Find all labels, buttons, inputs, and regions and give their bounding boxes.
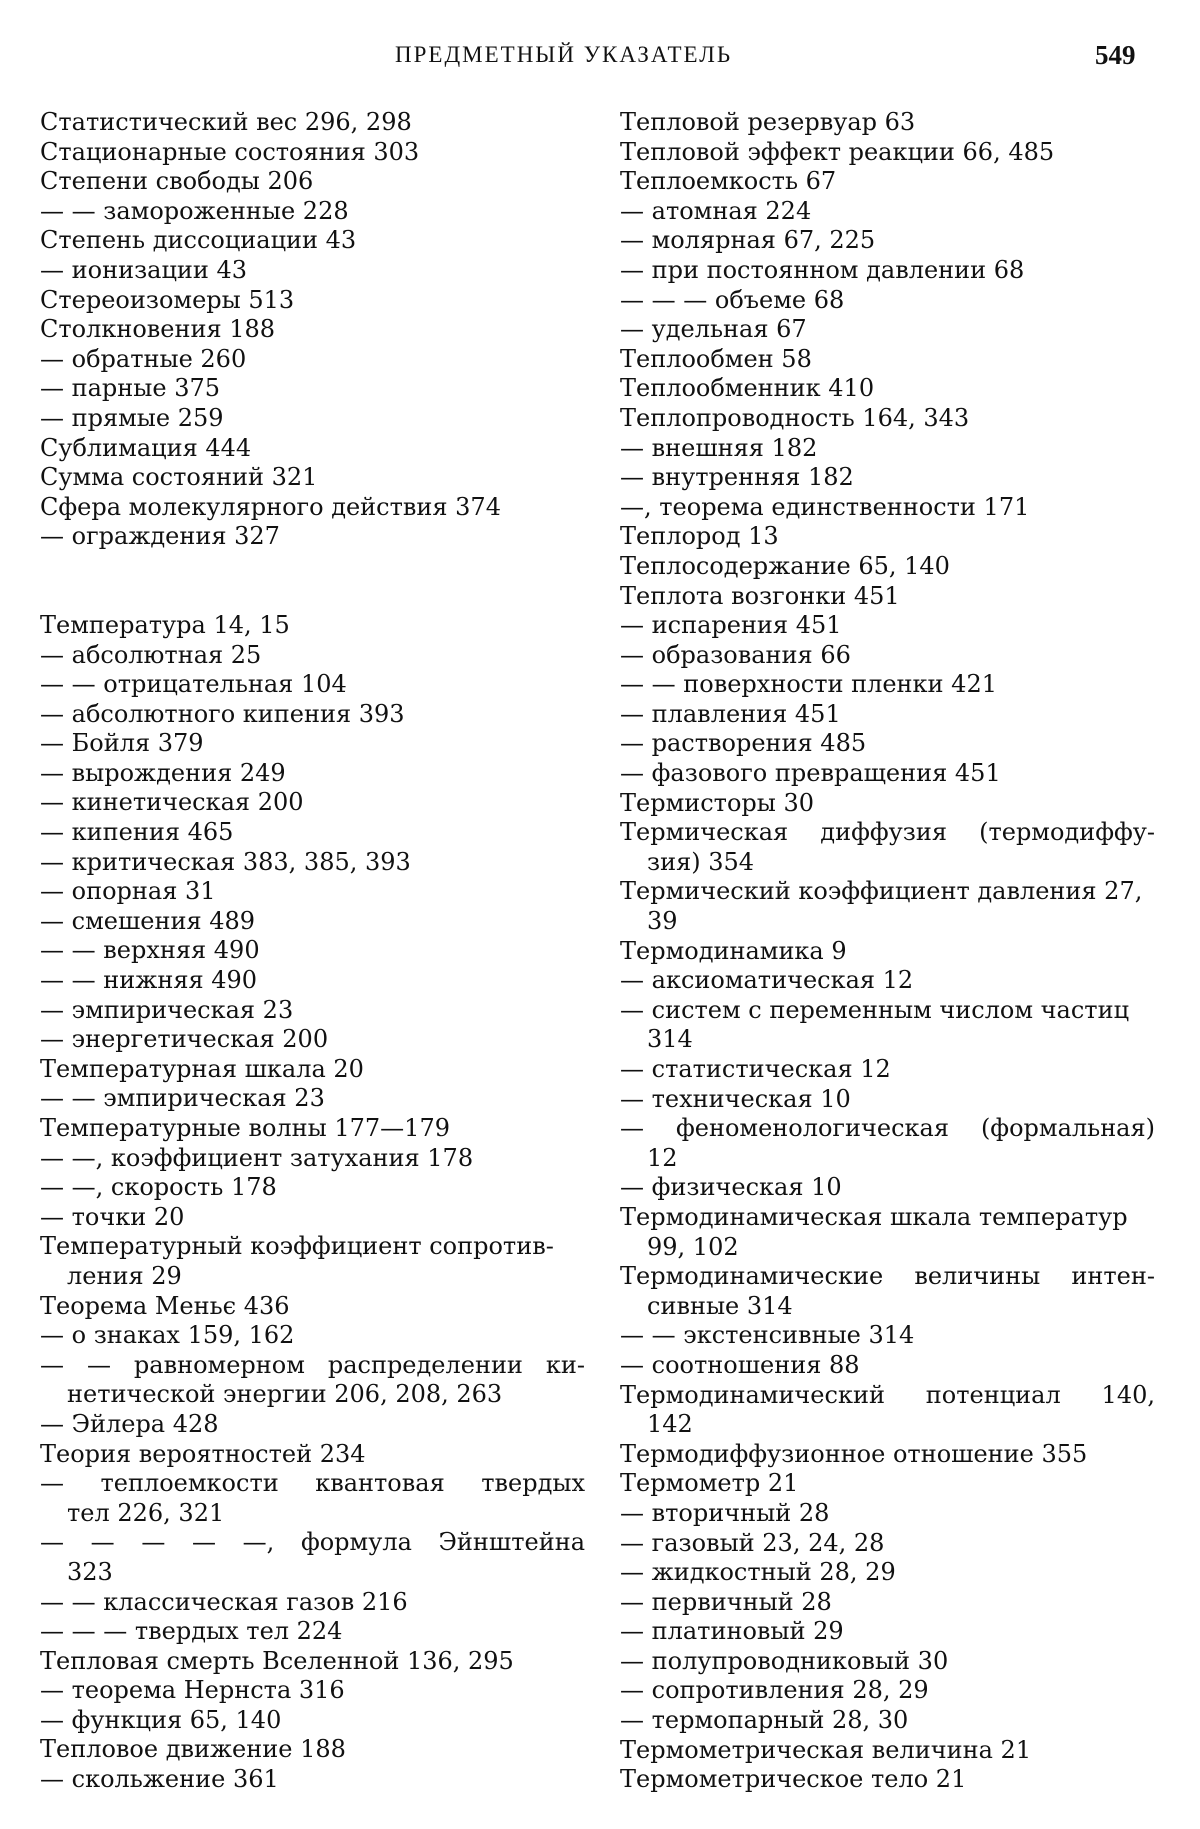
index-entry: Тепловой эффект реакции 66, 485 <box>620 137 1055 166</box>
index-entry: Теорема Меньє 436 <box>40 1291 290 1320</box>
index-entry: — вырождения 249 <box>40 758 286 787</box>
index-entry: — кипения 465 <box>40 818 234 847</box>
index-entry: — теплоемкости квантовая твердых <box>40 1469 585 1498</box>
index-entry: — — отрицательная 104 <box>40 670 347 699</box>
index-entry: — испарения 451 <box>620 611 842 640</box>
index-entry: — плавления 451 <box>620 699 841 728</box>
index-entry: нетической энергии 206, 208, 263 <box>67 1380 503 1409</box>
index-entry: Термическая диффузия (термодиффу- <box>620 818 1155 847</box>
index-entry: — точки 20 <box>40 1202 185 1231</box>
index-entry: — — эмпирическая 23 <box>40 1084 325 1113</box>
index-entry: сивные 314 <box>647 1291 793 1320</box>
index-entry: Сумма состояний 321 <box>40 463 318 492</box>
index-entry: 323 <box>67 1557 113 1586</box>
index-entry: — — — твердых тел 224 <box>40 1617 343 1646</box>
index-entry: — вторичный 28 <box>620 1498 830 1527</box>
index-entry: 142 <box>647 1410 693 1439</box>
page-number: 549 <box>1095 40 1136 70</box>
index-entry: — растворения 485 <box>620 729 867 758</box>
index-entry: — соотношения 88 <box>620 1350 860 1379</box>
index-entry: Теплообменник 410 <box>620 374 875 403</box>
index-entry: Теплопроводность 164, 343 <box>620 403 970 432</box>
index-entry: — внутренняя 182 <box>620 463 854 492</box>
index-entry: — полупроводниковый 30 <box>620 1646 949 1675</box>
index-entry: — термопарный 28, 30 <box>620 1706 909 1735</box>
index-entry: — — — объеме 68 <box>620 285 845 314</box>
index-entry: — платиновый 29 <box>620 1617 844 1646</box>
index-entry: — эмпирическая 23 <box>40 995 294 1024</box>
index-section-s <box>40 108 585 552</box>
index-entry: — молярная 67, 225 <box>620 226 876 255</box>
index-entry: — — экстенсивные 314 <box>620 1321 915 1350</box>
index-entry: Стереоизомеры 513 <box>40 285 295 314</box>
index-entry: — при постоянном давлении 68 <box>620 255 1025 284</box>
index-entry: Столкновения 188 <box>40 315 276 344</box>
index-entry: — удельная 67 <box>620 315 807 344</box>
index-entry: — Эйлера 428 <box>40 1409 219 1438</box>
index-entry: — атомная 224 <box>620 196 812 225</box>
index-entry: — феноменологическая (формальная) <box>620 1114 1155 1143</box>
index-entry: — абсолютная 25 <box>40 640 262 669</box>
index-entry: — фазового превращения 451 <box>620 759 1001 788</box>
index-entry: — прямые 259 <box>40 403 224 432</box>
index-entry: — Бойля 379 <box>40 729 204 758</box>
index-entry: Термодинамические величины интен- <box>620 1262 1155 1291</box>
index-entry: Температурный коэффициент сопротив- <box>40 1232 554 1261</box>
index-entry: Теплоемкость 67 <box>620 167 837 196</box>
index-entry: — жидкостный 28, 29 <box>620 1558 896 1587</box>
index-section-t-continued <box>620 108 1155 1795</box>
index-section-t <box>40 611 585 1795</box>
index-entry: — о знаках 159, 162 <box>40 1321 295 1350</box>
index-entry: зия) 354 <box>647 847 755 876</box>
index-entry: — — нижняя 490 <box>40 966 258 995</box>
index-entry: — критическая 383, 385, 393 <box>40 847 411 876</box>
index-entry: — — — — —, формула Эйнштейна <box>40 1528 585 1557</box>
index-entry: Термисторы 30 <box>620 788 815 817</box>
index-entry: Теплосодержание 65, 140 <box>620 551 950 580</box>
index-entry: Теория вероятностей 234 <box>40 1439 366 1468</box>
index-entry: — абсолютного кипения 393 <box>40 699 405 728</box>
index-entry: — — верхняя 490 <box>40 936 260 965</box>
index-entry: — — замороженные 228 <box>40 196 349 225</box>
index-entry: — аксиоматическая 12 <box>620 966 914 995</box>
index-entry: — обратные 260 <box>40 344 247 373</box>
index-entry: — — поверхности пленки 421 <box>620 670 997 699</box>
index-entry: Тепловой резервуар 63 <box>620 108 916 136</box>
index-entry: Термометрическое тело 21 <box>620 1765 967 1794</box>
index-entry: — систем с переменным числом частиц <box>620 995 1130 1024</box>
index-entry: Термометрическая величина 21 <box>620 1735 1032 1764</box>
index-entry: ления 29 <box>67 1261 182 1290</box>
index-entry: — образования 66 <box>620 640 851 669</box>
index-entry: Теплообмен 58 <box>620 344 812 373</box>
index-entry: Термодиффузионное отношение 355 <box>620 1439 1088 1468</box>
running-head: ПРЕДМЕТНЫЙ УКАЗАТЕЛЬ <box>395 42 733 67</box>
index-entry: — ионизации 43 <box>40 255 248 284</box>
index-entry: — смешения 489 <box>40 906 256 935</box>
index-entry: — энергетическая 200 <box>40 1025 329 1054</box>
index-entry: Тепловая смерть Вселенной 136, 295 <box>40 1646 514 1675</box>
index-entry: Теплород 13 <box>620 522 779 551</box>
index-entry: — газовый 23, 24, 28 <box>620 1528 885 1557</box>
index-entry: Степени свободы 206 <box>40 167 314 196</box>
page-header <box>0 42 1200 82</box>
index-entry: Термический коэффициент давления 27, <box>620 877 1143 906</box>
index-entry: — первичный 28 <box>620 1587 832 1616</box>
index-column-left <box>40 108 585 1795</box>
index-entry: 314 <box>647 1025 693 1054</box>
index-entry: — опорная 31 <box>40 877 216 906</box>
index-entry: — физическая 10 <box>620 1173 842 1202</box>
index-entry: — функция 65, 140 <box>40 1705 282 1734</box>
index-entry: — скольжение 361 <box>40 1765 279 1794</box>
index-entry: Термометр 21 <box>620 1469 799 1498</box>
index-entry: Термодинамика 9 <box>620 936 847 965</box>
index-entry: — кинетическая 200 <box>40 788 304 817</box>
index-entry: Степень диссоциации 43 <box>40 226 357 255</box>
index-entry: Термодинамическая шкала температур <box>620 1202 1128 1231</box>
index-entry: Сфера молекулярного действия 374 <box>40 492 501 521</box>
index-entry: — сопротивления 28, 29 <box>620 1676 929 1705</box>
index-entry: — внешняя 182 <box>620 433 818 462</box>
index-entry: Стационарные состояния 303 <box>40 137 420 166</box>
index-entry: — —, коэффициент затухания 178 <box>40 1143 474 1172</box>
index-entry: Температурная шкала 20 <box>40 1054 364 1083</box>
index-entry: 12 <box>647 1143 678 1172</box>
index-entry: 99, 102 <box>647 1232 739 1261</box>
index-entry: Тепловое движение 188 <box>40 1735 346 1764</box>
index-entry: — парные 375 <box>40 374 221 403</box>
index-entry: — — равномерном распределении ки- <box>40 1350 585 1379</box>
index-entry: Теплота возгонки 451 <box>620 581 900 610</box>
index-entry: тел 226, 321 <box>67 1498 225 1527</box>
index-entry: Термодинамический потенциал 140, <box>620 1380 1155 1409</box>
index-entry: —, теорема единственности 171 <box>620 492 1030 521</box>
index-entry: Статистический вес 296, 298 <box>40 108 412 136</box>
index-entry: — теорема Нернста 316 <box>40 1676 345 1705</box>
index-entry: — —, скорость 178 <box>40 1173 277 1202</box>
index-entry: — — классическая газов 216 <box>40 1587 408 1616</box>
index-entry: — ограждения 327 <box>40 522 280 551</box>
index-entry: Сублимация 444 <box>40 433 252 462</box>
section-gap <box>40 552 585 611</box>
index-entry: — статистическая 12 <box>620 1055 891 1083</box>
index-column-right <box>620 108 1155 1795</box>
index-entry: 39 <box>647 907 678 936</box>
index-entry: — техническая 10 <box>620 1084 851 1113</box>
index-entry: Температура 14, 15 <box>40 610 290 639</box>
index-entry: Температурные волны 177—179 <box>40 1114 450 1142</box>
